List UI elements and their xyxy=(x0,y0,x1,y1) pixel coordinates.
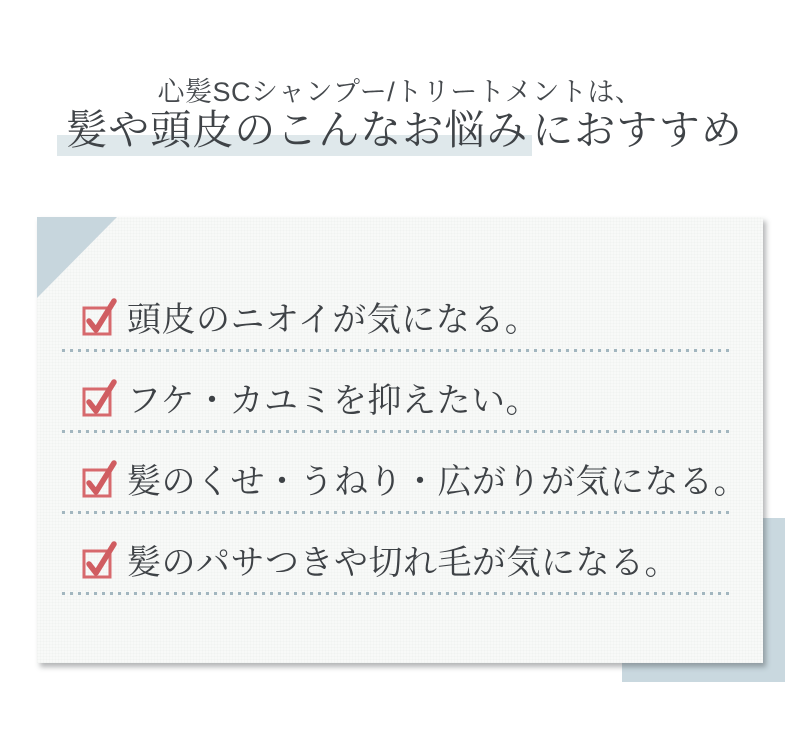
checked-checkbox-icon xyxy=(80,457,118,499)
checked-checkbox-icon xyxy=(80,376,118,418)
list-item xyxy=(80,453,748,514)
dotted-divider xyxy=(62,511,730,514)
title-rest-text: におすすめ xyxy=(532,107,743,153)
concern-label: 頭皮のニオイが気になる。 xyxy=(127,300,540,339)
checked-checkbox-icon xyxy=(80,538,118,580)
concern-label: 髪のパサつきや切れ毛が気になる。 xyxy=(127,543,679,582)
list-item xyxy=(80,534,730,595)
corner-triangle-decoration xyxy=(37,217,117,298)
title-highlighted-text: 髪や頭皮のこんなお悩み xyxy=(57,107,532,156)
dotted-divider xyxy=(62,349,730,352)
header-subtitle: 心髪SCシャンプー/トリートメントは、 xyxy=(157,77,643,107)
concern-label: 髪のくせ・うねり・広がりが気になる。 xyxy=(127,462,748,501)
list-item xyxy=(80,372,730,433)
concern-label: フケ・カユミを抑えたい。 xyxy=(127,381,540,420)
checked-checkbox-icon xyxy=(80,295,118,337)
dotted-divider xyxy=(62,430,730,433)
dotted-divider xyxy=(62,592,730,595)
list-item xyxy=(80,291,730,352)
page-title xyxy=(0,103,800,158)
concerns-card xyxy=(37,217,763,663)
concerns-list xyxy=(80,291,748,615)
